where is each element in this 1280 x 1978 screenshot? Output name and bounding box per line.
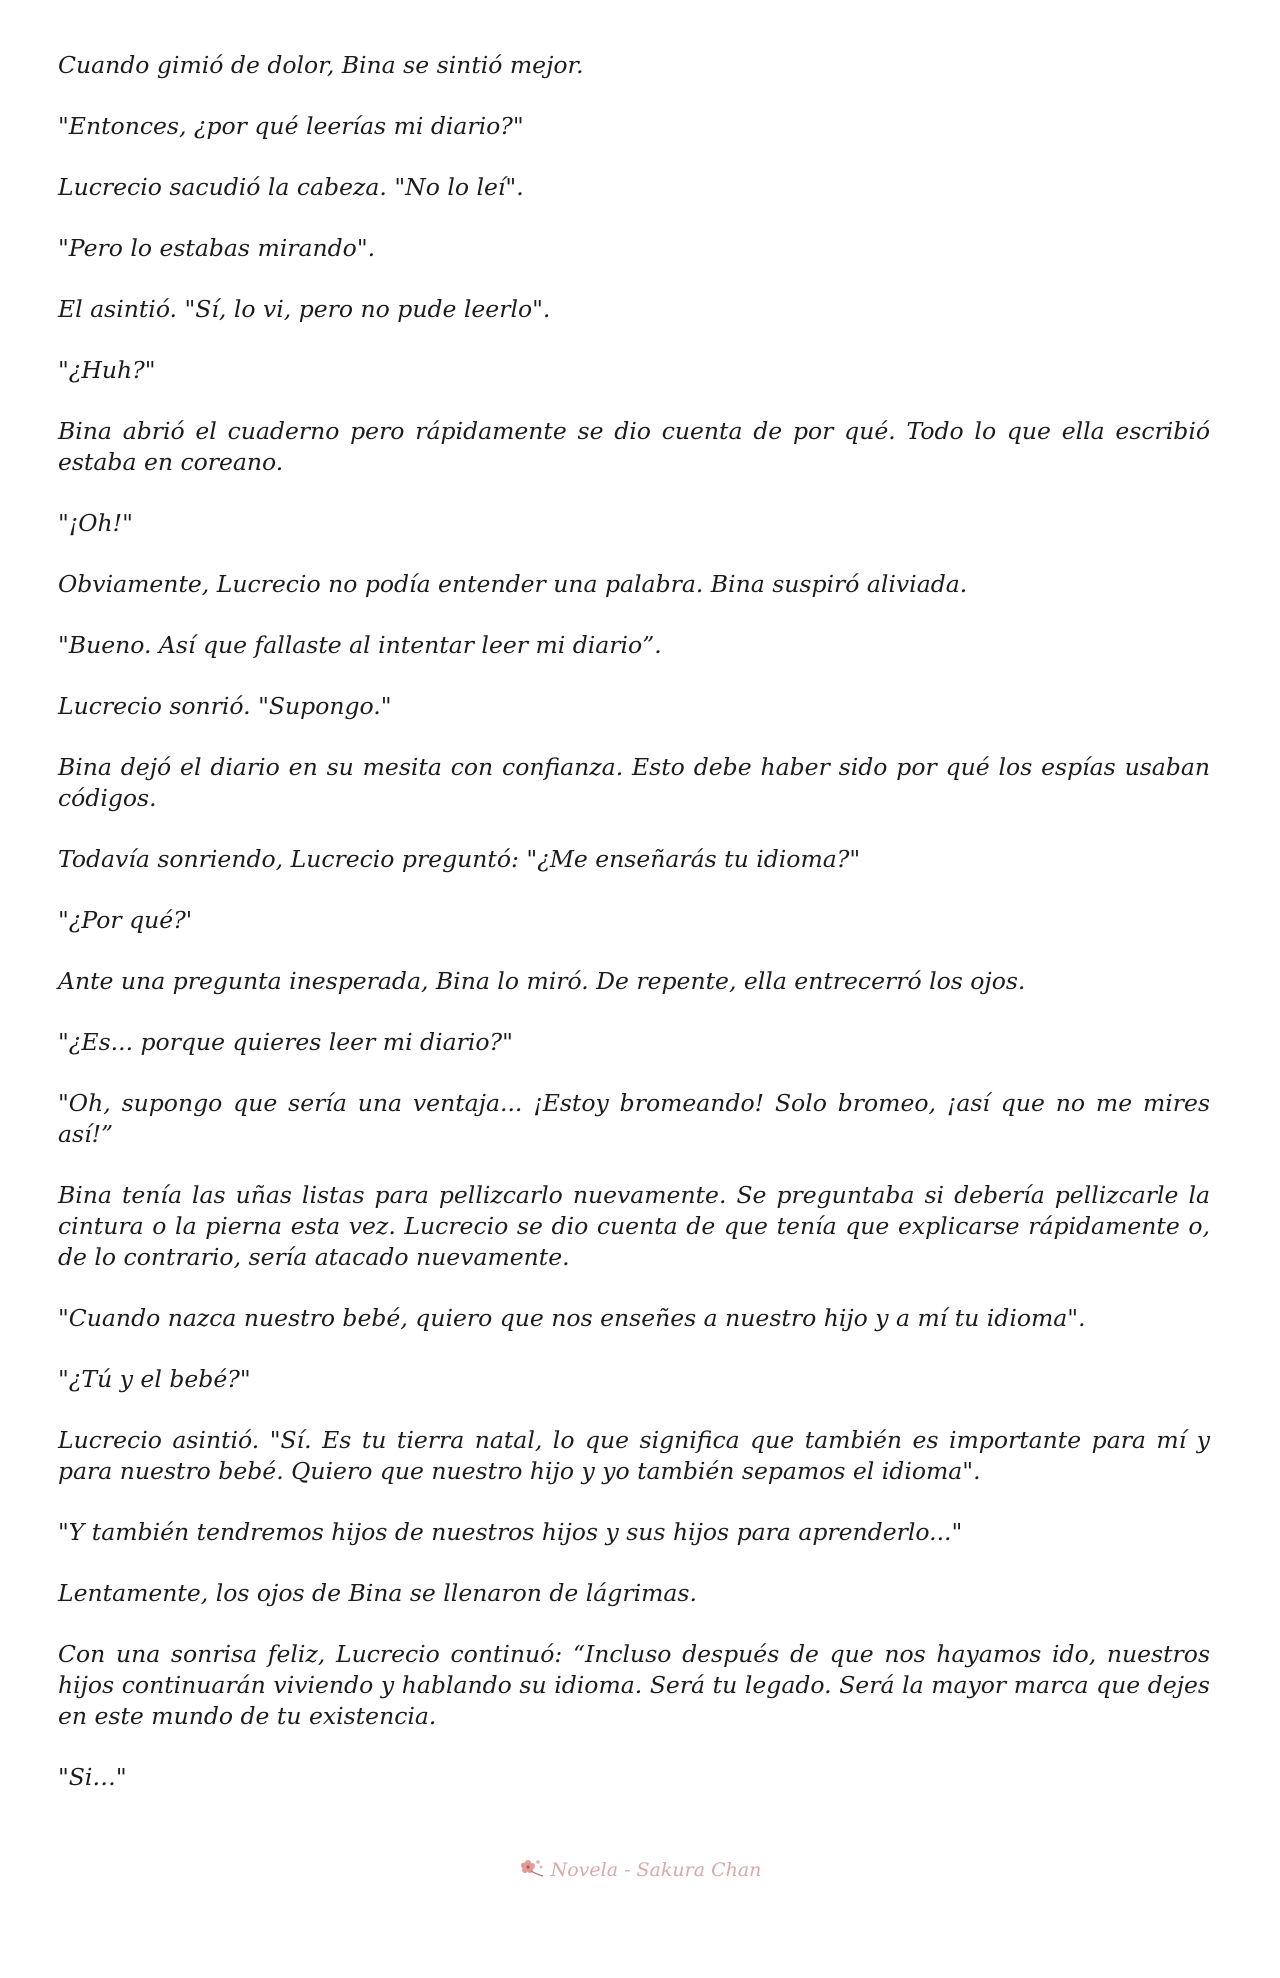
paragraph: "¿Huh?" bbox=[58, 356, 156, 384]
paragraph: Bina tenía las uñas listas para pellizcarlo nuevamente. Se preguntaba si debería pellizcarle la cintura o la pierna esta vez. Lucrecio se dio cuenta de que tenía que explicarse rápidamente o, de lo contrario, sería atacado nuevamente. bbox=[58, 1181, 1210, 1271]
paragraph: Todavía sonriendo, Lucrecio preguntó: "¿Me enseñarás tu idioma?" bbox=[58, 845, 861, 873]
paragraph: Obviamente, Lucrecio no podía entender una palabra. Bina suspiró aliviada. bbox=[58, 570, 968, 598]
paragraph: "Si…" bbox=[58, 1763, 127, 1791]
sakura-flower-icon bbox=[519, 1858, 545, 1878]
paragraph: Bina abrió el cuaderno pero rápidamente se dio cuenta de por qué. Todo lo que ella escribió estaba en coreano. bbox=[58, 417, 1210, 476]
paragraph: "Pero lo estabas mirando". bbox=[58, 234, 376, 262]
paragraph: "¿Por qué?' bbox=[58, 906, 193, 934]
paragraph: "Cuando nazca nuestro bebé, quiero que nos enseñes a nuestro hijo y a mí tu idioma". bbox=[58, 1304, 1086, 1332]
paragraph: "¿Tú y el bebé?" bbox=[58, 1365, 251, 1393]
paragraph: Lucrecio asintió. "Sí. Es tu tierra natal, lo que significa que también es importante para mí y para nuestro bebé. Quiero que nuestro hijo y yo también sepamos el idioma". bbox=[58, 1426, 1210, 1485]
paragraph: "¿Es... porque quieres leer mi diario?" bbox=[58, 1028, 513, 1056]
paragraph: "Entonces, ¿por qué leerías mi diario?" bbox=[58, 112, 524, 140]
watermark-footer bbox=[0, 1858, 1280, 1881]
paragraph: Con una sonrisa feliz, Lucrecio continuó: “Incluso después de que nos hayamos ido, nuestros hijos continuarán viviendo y hablando su idioma. Será tu legado. Será la mayor marca que dejes en este mundo de tu existencia. bbox=[58, 1640, 1210, 1730]
paragraph: "Oh, supongo que sería una ventaja... ¡Estoy bromeando! Solo bromeo, ¡así que no me mires así!” bbox=[58, 1089, 1210, 1148]
paragraph: Lentamente, los ojos de Bina se llenaron de lágrimas. bbox=[58, 1579, 697, 1607]
paragraph: Ante una pregunta inesperada, Bina lo miró. De repente, ella entrecerró los ojos. bbox=[58, 967, 1026, 995]
paragraph: Lucrecio sacudió la cabeza. "No lo leí". bbox=[58, 173, 524, 201]
paragraph: "¡Oh!" bbox=[58, 509, 133, 537]
paragraph: El asintió. "Sí, lo vi, pero no pude leerlo". bbox=[58, 295, 551, 323]
paragraph: "Y también tendremos hijos de nuestros hijos y sus hijos para aprenderlo..." bbox=[58, 1518, 963, 1546]
document-body bbox=[58, 50, 1210, 1793]
paragraph: Cuando gimió de dolor, Bina se sintió mejor. bbox=[58, 51, 584, 79]
paragraph: Lucrecio sonrió. "Supongo." bbox=[58, 692, 392, 720]
watermark-text: Novela - Sakura Chan bbox=[550, 1859, 762, 1881]
paragraph: Bina dejó el diario en su mesita con confianza. Esto debe haber sido por qué los espías usaban códigos. bbox=[58, 753, 1210, 812]
paragraph: "Bueno. Así que fallaste al intentar leer mi diario”. bbox=[58, 631, 662, 659]
